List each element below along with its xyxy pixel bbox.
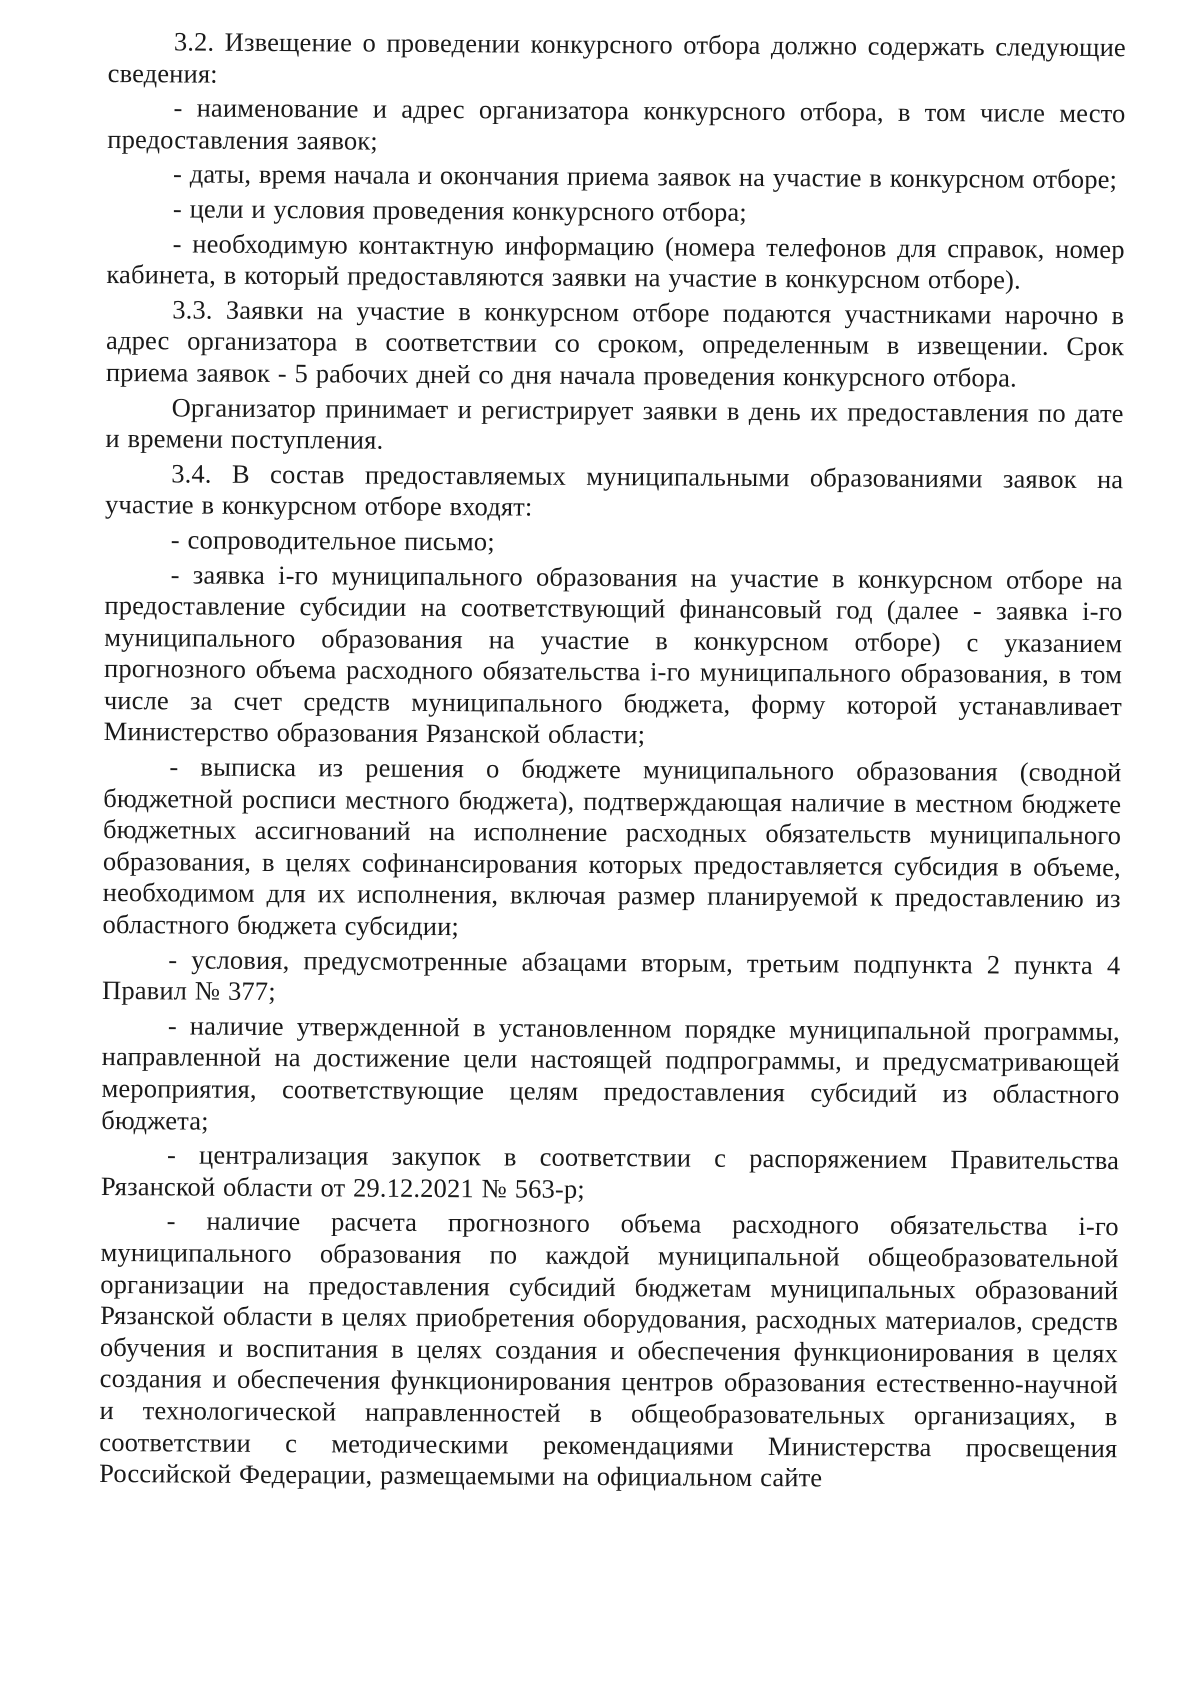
list-item-contacts: - необходимую контактную информацию (номера телефонов для справок, номер кабинета, в который предоставляются заявки на участие в конкурсном отборе).: [106, 227, 1125, 295]
list-item-goals: - цели и условия проведения конкурсного отбора;: [172, 193, 747, 227]
list-item-cover-letter: - сопроводительное письмо;: [170, 524, 495, 557]
document-body: [99, 26, 1126, 1496]
list-item-centralization: - централизация закупок в соответствии с распоряжением Правительства Рязанской области от 29.12.2021 № 563-р;: [100, 1139, 1120, 1204]
paragraph-3-2: 3.2. Извещение о проведении конкурсного отбора должно содержать следующие сведения:: [107, 26, 1126, 89]
paragraph-organizer-registers: Организатор принимает и регистрирует заявки в день их предоставления по дате и времени поступления.: [105, 391, 1124, 455]
paragraph-3-4: 3.4. В состав предоставляемых муниципальными образованиями заявок на участие в конкурсном отборе входят:: [104, 458, 1124, 522]
list-item-conditions: - условия, предусмотренные абзацами вторым, третьим подпункта 2 пункта 4 Правил № 377;: [102, 944, 1121, 1007]
list-item-budget-extract: - выписка из решения о бюджете муниципального образования (сводной бюджетной росписи местного бюджета), подтверждающая наличие в местном бюджете бюджетных ассигнований на исполнение расходных обязательств муниципального образования, в целях софинансирования которых предоставляется субсидия в объеме, необходимом для их исполнения, включая размер планируемой к предоставлению из областного бюджета субсидии;: [102, 751, 1122, 942]
list-item-municipal-program: - наличие утвержденной в установленном порядке муниципальной программы, направленной на достижение цели настоящей подпрограммы, и предусматривающей мероприятия, соответствующие целям предоставления субсидий из областного бюджета;: [101, 1010, 1120, 1136]
paragraph-3-3: 3.3. Заявки на участие в конкурсном отборе подаются участниками нарочно в адрес организатора в соответствии со сроком, определенным в извещении. Срок приема заявок - 5 рабочих дней со дня начала проведения конкурсного отбора.: [105, 294, 1125, 393]
list-item-dates: - даты, время начала и окончания приема заявок на участие в конкурсном отборе;: [173, 158, 1118, 195]
list-item-calculation: - наличие расчета прогнозного объема расходного обязательства i-го муниципального образования по каждой муниципальной общеобразовательной организации на предоставления субсидий бюджетам муниципальных образований Рязанской области в целях приобретения оборудования, расходных материалов, средств обучения и воспитания в целях создания и обеспечения функционирования в целях создания и обеспечения функционирования центров образования естественно-научной и технологической направленностей в общеобразовательных организациях, в соответствии с методическими рекомендациями Министерства просвещения Российской Федерации, размещаемыми на официальном сайте: [99, 1205, 1119, 1493]
list-item-application: - заявка i-го муниципального образования на участие в конкурсном отборе на предоставление субсидии на соответствующий финансовый год (далее - заявка i-го муниципального образования на участие в конкурсном отборе) с указанием прогнозного объема расходного обязательства i-го муниципального образования, в том числе за счет средств муниципального бюджета, форму которой устанавливает Министерство образования Рязанской области;: [103, 558, 1123, 750]
list-item-organizer-name: - наименование и адрес организатора конкурсного отбора, в том числе место предоставления заявок;: [107, 92, 1126, 156]
